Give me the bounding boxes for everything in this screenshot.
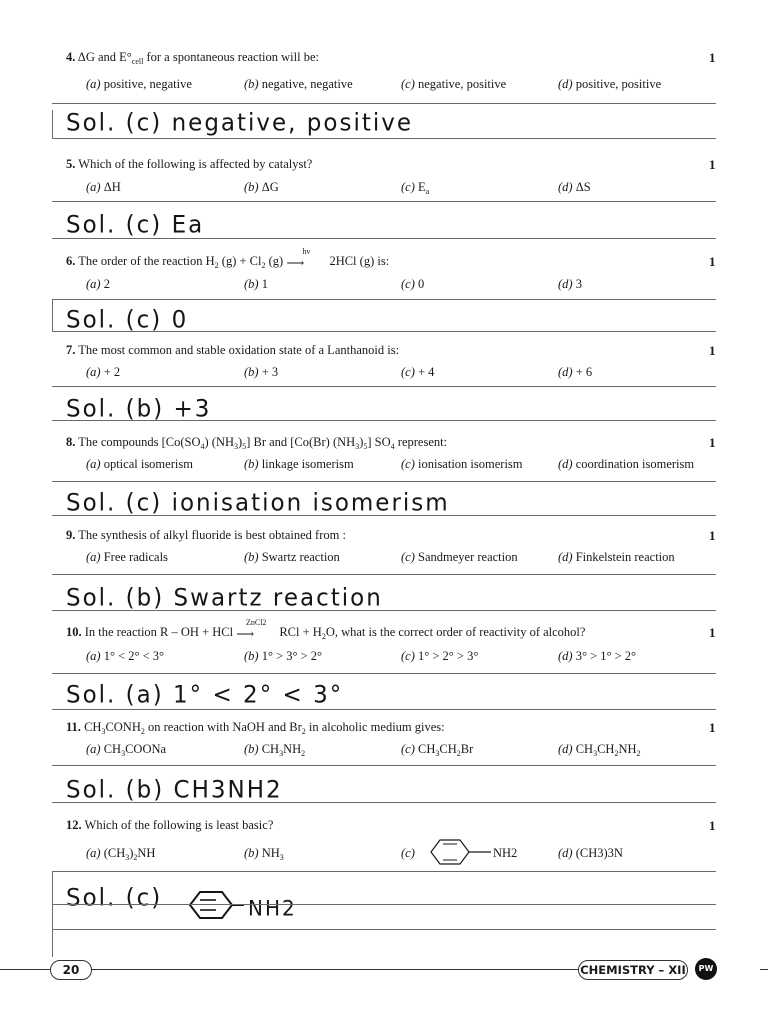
question-text: 11. $CH_3CONH_2$ on reaction with NaOH and $Br_2$ in alcoholic medium gives: <box>66 720 445 736</box>
option-b: (b) 1° > 3° > 2° <box>244 649 323 663</box>
solution-handwritten: Sol. (c) negative, positive <box>66 109 414 137</box>
divider <box>52 574 716 575</box>
option-b: (b) negative, negative <box>244 77 353 91</box>
reaction-arrow: ZnCl2 ⟶ <box>236 618 267 642</box>
divider <box>52 871 716 872</box>
marks: 1 <box>709 528 716 543</box>
question-text: 6. The order of the reaction $H_2$ $(g) + Cl_2$ (g) hv ⟶ 2HCl (g) is: <box>66 247 390 271</box>
divider <box>52 673 716 674</box>
divider <box>52 299 716 300</box>
divider <box>52 929 716 930</box>
marks: 1 <box>709 720 716 735</box>
solution-handwritten: Sol. (b) +3 <box>66 395 212 423</box>
question-text: 5. Which of the following is affected by catalyst? <box>66 157 313 171</box>
page-number: 20 <box>50 960 92 980</box>
marks: 1 <box>709 435 716 450</box>
option-b: (b) $CH_3NH_2$ <box>244 742 306 758</box>
option-d: (d) Finkelstein reaction <box>558 550 675 564</box>
footer-rule <box>0 969 50 970</box>
divider <box>52 103 716 104</box>
publisher-logo-icon: PW <box>695 958 717 980</box>
option-b: (b) Swartz reaction <box>244 550 340 564</box>
question-text: 8. The compounds [$Co(SO_4)$ $(NH_3)_5$] Br and [Co(Br) $(NH_3)_5$] $SO_4$ represent: <box>66 435 448 451</box>
option-b: (b) linkage isomerism <box>244 457 354 471</box>
option-a: (a) Free radicals <box>86 550 168 564</box>
marks: 1 <box>709 50 716 65</box>
solution-handwritten: Sol. (c) <box>66 884 163 912</box>
option-a: (a) ΔH <box>86 180 121 194</box>
option-c: (c) $E_a$ <box>401 180 430 196</box>
solution-handwritten: Sol. (b) CH3NH2 <box>66 776 283 804</box>
option-d: (d) ΔS <box>558 180 591 194</box>
option-a: (a) 2 <box>86 277 110 291</box>
solution-handwritten: Sol. (c) Ea <box>66 211 205 239</box>
divider <box>52 802 716 803</box>
option-d: (d) 3 <box>558 277 582 291</box>
option-d: (d) coordination isomerism <box>558 457 695 471</box>
divider <box>52 481 716 482</box>
divider <box>52 871 53 957</box>
option-d: (d) (CH3)3N <box>558 846 623 860</box>
option-b: (b) + 3 <box>244 365 279 379</box>
option-a: (a) optical isomerism <box>86 457 193 471</box>
divider <box>52 420 716 421</box>
marks: 1 <box>709 625 716 640</box>
option-a: (a) $(CH_3)_2NH$ <box>86 846 156 862</box>
divider <box>52 765 716 766</box>
option-d: (d) + 6 <box>558 365 593 379</box>
question-text: 10. In the reaction R – OH + HCl ZnCl2 ⟶ RCl + $H_2O$, what is the correct order of reactivity of alcohol? <box>66 618 586 642</box>
divider <box>52 238 716 239</box>
option-c: (c) $CH_3CH_2Br$ <box>401 742 474 758</box>
option-c: (c) Sandmeyer reaction <box>401 550 518 564</box>
option-c: (c) negative, positive <box>401 77 507 91</box>
solution-handwritten: Sol. (b) Swartz reaction <box>66 584 383 612</box>
question-text: 4. ΔG and $E^\circ_{cell}$ for a spontaneous reaction will be: <box>66 50 320 66</box>
option-c-amine: NH2 <box>493 846 518 860</box>
divider <box>52 904 716 905</box>
marks: 1 <box>709 818 716 833</box>
divider <box>52 299 53 331</box>
option-c: (c) ionisation isomerism <box>401 457 523 471</box>
divider <box>52 331 716 332</box>
divider <box>52 138 716 139</box>
solution-handwritten: Sol. (c) 0 <box>66 306 189 334</box>
option-d: (d) 3° > 1° > 2° <box>558 649 637 663</box>
option-c: (c) 1° > 2° > 3° <box>401 649 479 663</box>
option-d: (d) $CH_3CH_2NH_2$ <box>558 742 641 758</box>
benzene-ring-icon <box>423 836 493 868</box>
subject-label: CHEMISTRY – XII <box>578 960 688 980</box>
option-a: (a) positive, negative <box>86 77 192 91</box>
option-b: (b) 1 <box>244 277 268 291</box>
reaction-arrow: hv ⟶ <box>286 247 311 271</box>
option-c: (c) <box>401 846 415 860</box>
question-text: 7. The most common and stable oxidation state of a Lanthanoid is: <box>66 343 400 357</box>
option-a: (a) + 2 <box>86 365 121 379</box>
divider <box>52 386 716 387</box>
divider <box>52 201 716 202</box>
option-a: (a) 1° < 2° < 3° <box>86 649 165 663</box>
question-text: 9. The synthesis of alkyl fluoride is best obtained from : <box>66 528 346 542</box>
marks: 1 <box>709 254 716 269</box>
solution-amine: NH2 <box>248 895 297 921</box>
option-d: (d) positive, positive <box>558 77 662 91</box>
divider <box>52 515 716 516</box>
divider <box>52 110 53 138</box>
solution-handwritten: Sol. (a) 1° < 2° < 3° <box>66 681 344 709</box>
divider <box>52 610 716 611</box>
marks: 1 <box>709 157 716 172</box>
marks: 1 <box>709 343 716 358</box>
option-b: (b) ΔG <box>244 180 279 194</box>
footer-rule <box>90 969 578 970</box>
option-a: (a) $CH_3COONa$ <box>86 742 167 758</box>
footer-rule <box>760 969 768 970</box>
benzene-ring-handwritten-icon <box>186 888 256 922</box>
question-text: 12. Which of the following is least basic? <box>66 818 274 832</box>
option-c: (c) 0 <box>401 277 425 291</box>
solution-handwritten: Sol. (c) ionisation isomerism <box>66 489 450 517</box>
option-b: (b) $NH_3$ <box>244 846 284 862</box>
option-c: (c) + 4 <box>401 365 435 379</box>
divider <box>52 709 716 710</box>
